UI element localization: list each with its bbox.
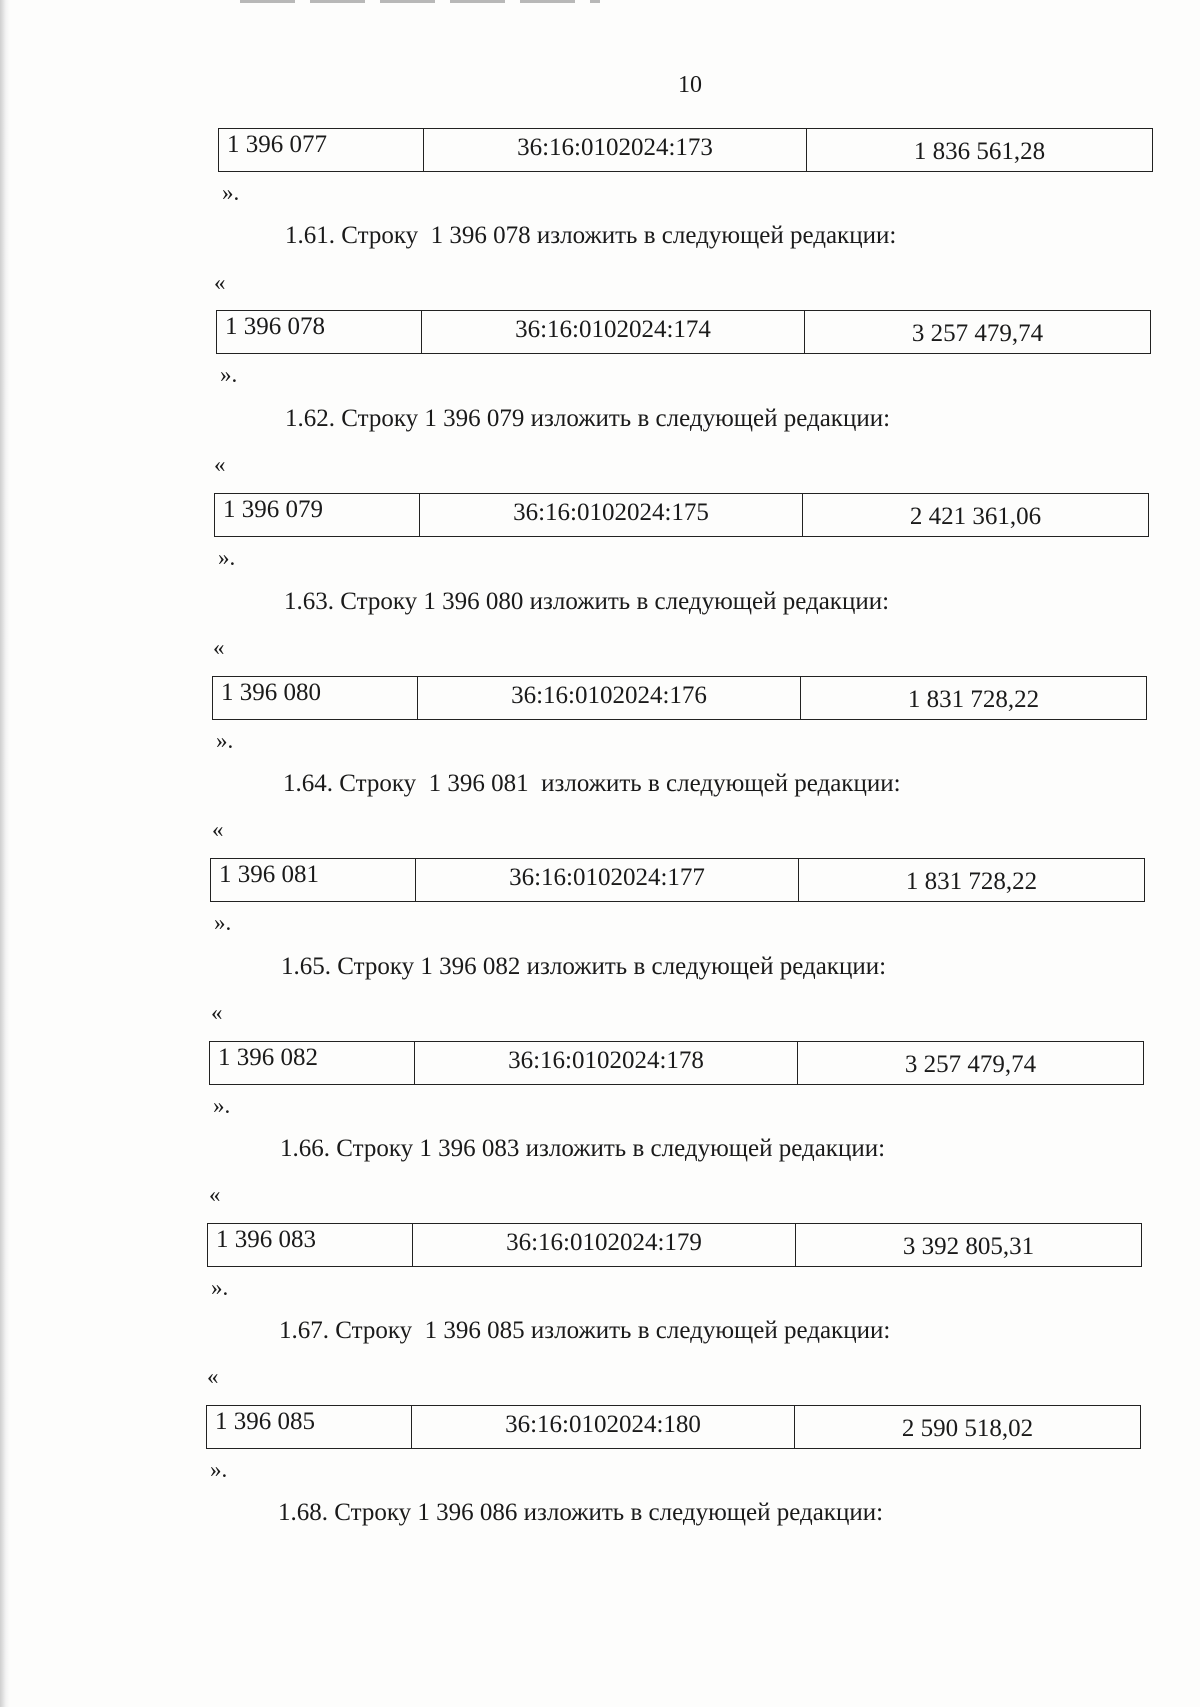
cadastral-number-cell: 36:16:0102024:180 xyxy=(412,1406,795,1448)
table-row xyxy=(212,676,1147,720)
closing-quote: ». xyxy=(210,1457,228,1482)
cadastral-number-cell: 36:16:0102024:176 xyxy=(418,677,801,719)
closing-quote: ». xyxy=(211,1275,229,1300)
cadastral-number-cell: 36:16:0102024:177 xyxy=(416,859,799,901)
amendment-heading: 1.61. Строку 1 396 078 изложить в следующей редакции: xyxy=(285,222,897,249)
table-row xyxy=(209,1041,1144,1085)
cadastral-value-cell: 1 836 561,28 xyxy=(913,138,1046,165)
closing-quote: ». xyxy=(218,545,236,570)
opening-quote: « xyxy=(214,452,226,477)
opening-quote: « xyxy=(213,635,225,660)
closing-quote: ». xyxy=(214,910,232,935)
opening-quote: « xyxy=(207,1364,219,1389)
table-row xyxy=(210,858,1145,902)
closing-quote: ». xyxy=(220,362,238,387)
cadastral-value-cell: 1 831 728,22 xyxy=(907,686,1040,713)
amendment-heading: 1.63. Строку 1 396 080 изложить в следующей редакции: xyxy=(284,588,890,615)
scan-shadow-edge xyxy=(0,0,10,1707)
table-row xyxy=(214,493,1149,537)
cadastral-value-cell: 3 257 479,74 xyxy=(911,320,1044,347)
opening-quote: « xyxy=(214,270,226,295)
amendment-heading: 1.62. Строку 1 396 079 изложить в следующей редакции: xyxy=(285,405,891,432)
row-number-cell: 1 396 079 xyxy=(215,494,420,536)
cadastral-number-cell: 36:16:0102024:175 xyxy=(420,494,803,536)
cadastral-number-cell: 36:16:0102024:173 xyxy=(424,129,807,171)
cadastral-number-cell: 36:16:0102024:179 xyxy=(413,1224,796,1266)
row-number-cell: 1 396 081 xyxy=(211,859,416,901)
closing-quote: ». xyxy=(216,728,234,753)
row-number-cell: 1 396 078 xyxy=(217,311,422,353)
amendment-heading: 1.68. Строку 1 396 086 изложить в следующей редакции: xyxy=(278,1499,884,1526)
closing-quote: ». xyxy=(213,1093,231,1118)
cadastral-number-cell: 36:16:0102024:174 xyxy=(422,311,805,353)
table-row xyxy=(216,310,1151,354)
opening-quote: « xyxy=(209,1182,221,1207)
amendment-heading: 1.65. Строку 1 396 082 изложить в следующей редакции: xyxy=(281,953,887,980)
opening-quote: « xyxy=(211,1000,223,1025)
cadastral-value-cell: 2 590 518,02 xyxy=(901,1415,1034,1442)
amendment-heading: 1.67. Строку 1 396 085 изложить в следующей редакции: xyxy=(279,1317,891,1344)
amendment-heading: 1.66. Строку 1 396 083 изложить в следующей редакции: xyxy=(280,1135,886,1162)
cadastral-value-cell: 1 831 728,22 xyxy=(905,868,1038,895)
closing-quote: ». xyxy=(222,180,240,205)
row-number-cell: 1 396 080 xyxy=(213,677,418,719)
cadastral-value-cell: 3 392 805,31 xyxy=(902,1233,1035,1260)
page-number: 10 xyxy=(678,72,702,98)
table-row xyxy=(218,128,1153,172)
row-number-cell: 1 396 085 xyxy=(207,1406,412,1448)
cadastral-value-cell: 2 421 361,06 xyxy=(909,503,1042,530)
row-number-cell: 1 396 083 xyxy=(208,1224,413,1266)
scan-top-artifact xyxy=(240,0,600,3)
table-row xyxy=(206,1405,1141,1449)
row-number-cell: 1 396 077 xyxy=(219,129,424,171)
table-row xyxy=(207,1223,1142,1267)
opening-quote: « xyxy=(212,817,224,842)
row-number-cell: 1 396 082 xyxy=(210,1042,415,1084)
amendment-heading: 1.64. Строку 1 396 081 изложить в следующей редакции: xyxy=(283,770,901,797)
cadastral-value-cell: 3 257 479,74 xyxy=(904,1051,1037,1078)
cadastral-number-cell: 36:16:0102024:178 xyxy=(415,1042,798,1084)
